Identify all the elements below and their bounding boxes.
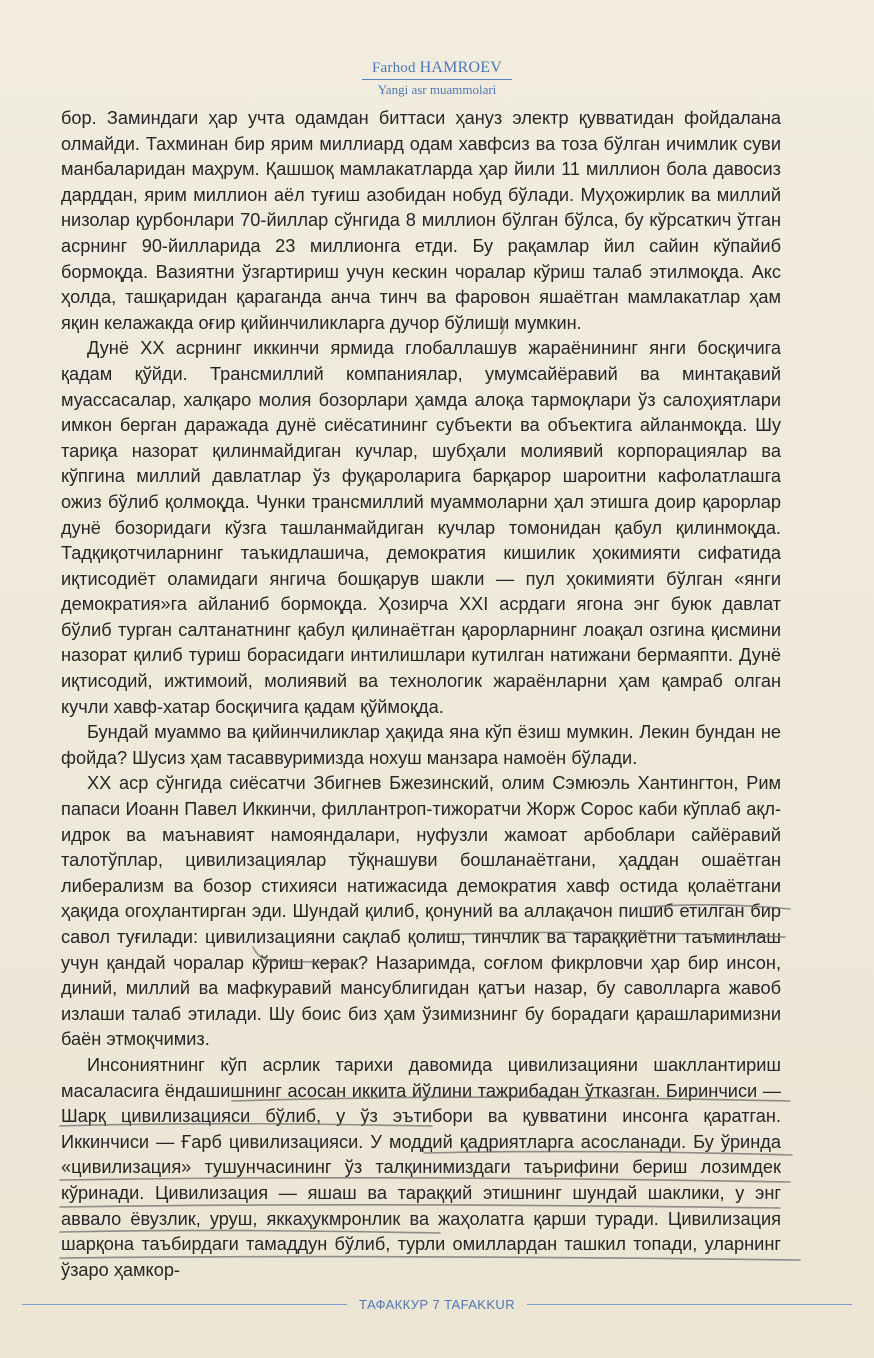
paragraph-4: XX аср сўнгида сиёсатчи Збигнев Бжезинский, олим Сэмюэль Хантингтон, Рим папаси Иоанн Павел Иккинчи, филлантроп-тижоратчи Жорж Сорос каби кўплаб ақл-идрок ва маънавият намояндалари, нуфузли жамоат арбоблари сайёравий талотўплар, цивилизациялар тўқнашуви бошланаётгани, ҳаддан ошаётган либерализм ва бозор стихияси натижасида демократия хавф остида қолаётгани ҳақида огоҳлантирган эди. Шундай қилиб, қонуний ва аллақачон пишиб етилган бир савол туғилади: цивилизацияни сақлаб қолиш, тинчлик ва тараққиётни таъминлаш учун қандай чоралар кўриш керак? Назаримда, соғлом фикрловчи ҳар бир инсон, диний, миллий ва мафкуравий мансублигидан қатъи назар, бу саволларга жавоб излаши талаб этилади. Шу боис биз ҳам ўзимизнинг бу борадаги қарашларимизни баён этмоқчимиз.: [61, 773, 781, 1050]
header-divider: [362, 79, 512, 80]
paragraph-2: Дунё XX асрнинг иккинчи ярмида глобаллашув жараёнининг янги босқичига қадам қўйди. Трансмиллий компаниялар, умумсайёравий ва минтақавий муассасалар, халқаро молия бозорлари ҳамда алоқа тармоқлари ўз салоҳиятлари имкон берган даражада дунё сиёсатининг субъекти ва объектига айланмоқда. Шу тариқа назорат қилинмайдиган кучлар, шубҳали молиявий корпорациялар ва кўпгина миллий давлатлар ўз фуқароларига барқарор шароитни кафолатлашга ожиз бўлиб қолмоқда. Чунки трансмиллий муаммоларни ҳал этишга доир қарорлар дунё бозоридаги кўзга ташланмайдиган кучлар томонидан қабул қилинмоқда. Тадқиқотчиларнинг таъкидлашича, демократия кишилик ҳокимияти сифатида иқтисодиёт оламидаги янгича бошқарув шакли — пул ҳокимияти бўлган «янги демократия»га айланиб бормоқда. Ҳозирча XXI асрдаги ягона энг буюк давлат бўлиб турган салтанатнинг қабул қилинаётган қарорларнинг лоақал озгина қисмини назорат қилиб туриш борасидаги интилишлари кутилган натижани бермаяпти. Дунё иқтисодий, ижтимоий, молиявий ва технологик жараёнларни ҳам қамраб олган кучли хавф-хатар босқичига қадам қўймоқда.: [61, 338, 781, 717]
paragraph-3: Бундай муаммо ва қийинчиликлар ҳақида яна кўп ёзиш мумкин. Лекин бундан не фойда? Шусиз ҳам тасаввуримизда нохуш манзара намоён бўлади.: [61, 722, 781, 768]
article-body: [61, 106, 781, 1283]
footer-rule-right: [527, 1304, 852, 1305]
running-footer: [22, 1296, 852, 1312]
paragraph-1: бор. Заминдаги ҳар учта одамдан биттаси ҳануз электр қувватидан фойдалана олмайди. Тахминан бир ярим миллиард одам хавфсиз ва тоза бўлган ичимлик суви манбаларидан маҳрум. Қашшоқ мамлакатларда ҳар йили 11 миллион бола давосиз дарддан, ярим миллион аёл туғиш азобидан нобуд бўлади. Муҳожирлик ва миллий низолар қурбонлари 70-йиллар сўнгида 8 миллион бўлган бўлса, бу кўрсаткич ўтган асрнинг 90-йилларида 23 миллионга етди. Бу рақамлар йил сайин кўпайиб бормоқда. Вазиятни ўзгартириш учун кескин чоралар кўриш талаб этилмоқда. Акс ҳолда, ташқаридан қараганда анча тинч ва фаровон яшаётган мамлакатлар ҳам яқин келажакда оғир қийинчиликларга дучор бўлиши мумкин.: [61, 108, 781, 333]
running-header: [0, 58, 874, 98]
footer-label: ТАФАККУР 7 TAFAKKUR: [359, 1296, 515, 1312]
header-author: [0, 58, 874, 78]
header-subtitle: Yangi asr muammolari: [377, 82, 497, 97]
paragraph-5: Инсониятнинг кўп асрлик тарихи давомида цивилизацияни шакллантириш масаласига ёндашишнинг асосан иккита йўлини тажрибадан ўтказган. Биринчиси — Шарқ цивилизацияси бўлиб, у ўз эътибори ва қувватини инсонга қаратган. Иккинчиси — Ғарб цивилизацияси. У моддий қадриятларга асосланади. Бу ўринда «цивилизация» тушунчасининг ўз талқинимиздаги таърифини бериш лозимдек кўринади. Цивилизация — яшаш ва тараққий этишнинг шундай шаклики, у энг аввало ёвузлик, уруш, яккаҳукмронлик ва жаҳолатга қарши туради. Цивилизация шарқона таъбирдаги тамаддун бўлиб, турли омиллардан ташкил топади, уларнинг ўзаро ҳамкор-: [61, 1054, 781, 1280]
author-last-name: HAMROEV: [419, 59, 502, 76]
author-first-name: Farhod: [372, 60, 416, 76]
footer-rule-left: [22, 1304, 347, 1305]
